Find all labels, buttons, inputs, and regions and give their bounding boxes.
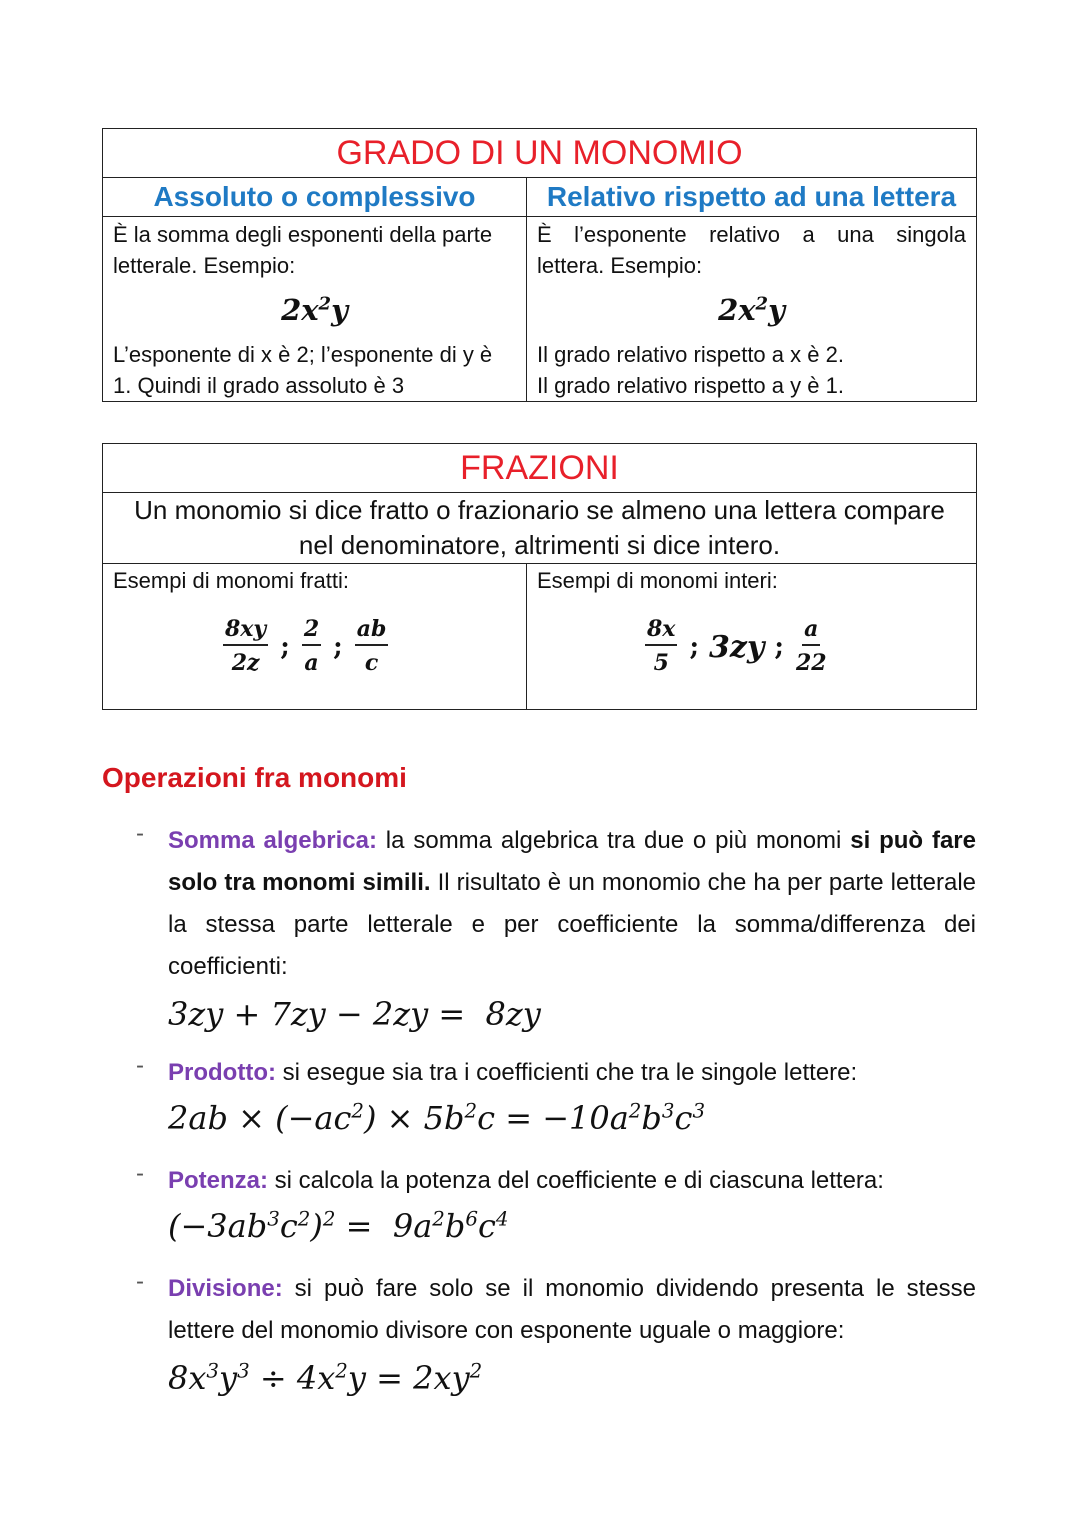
fratti-examples: $\frac{8xy}{2z}$ ; $\frac{2}{a}$ ; $\frac{ab}{c}$ [103,597,526,697]
fratti-frac-1: $\frac{8xy}{2z}$ [225,616,267,676]
bullet-dash: - [136,1052,144,1079]
bullet-dash: - [136,1160,144,1187]
divisione-formula: $8x^3y^3 \div 4x^2y = 2xy^2$ [168,1359,483,1397]
assoluto-note-1: L’esponente di x è 2; l’esponente di y è [113,342,493,367]
assoluto-example: $2x^2y$ [281,293,348,327]
relativo-note-1: Il grado relativo rispetto a x è 2. [537,342,844,367]
bullet-dash: - [136,820,144,847]
assoluto-def-2: letterale. Esempio: [113,253,296,278]
frazioni-desc-1: Un monomio si dice fratto o frazionario se almeno una lettera compare [134,495,945,525]
assoluto-def-1: È la somma degli esponenti della parte [113,222,493,247]
somma-formula: 3zy + 7zy − 2zy = 8zy [168,995,541,1033]
grado-content-row [103,216,976,401]
frazioni-table [102,443,977,710]
relativo-heading: Relativo rispetto ad una lettera [546,181,957,212]
grado-table [102,128,977,402]
potenza-formula: $(-3ab^3c^2)^2 = 9a^2b^6c^4$ [168,1207,509,1245]
divisione-label: Divisione: [168,1275,283,1302]
prodotto-item: Prodotto: si esegue sia tra i coefficienti che tra le singole lettere: [168,1059,858,1086]
somma-label: Somma algebrica: [168,827,377,854]
assoluto-heading: Assoluto o complessivo [153,181,476,212]
frazioni-desc-2: nel denominatore, altrimenti si dice intero. [298,530,781,560]
relativo-def-2: lettera. Esempio: [537,253,703,278]
operazioni-title: Operazioni fra monomi [102,762,407,793]
relativo-def-1: È l’esponente relativo a una singola [537,222,966,247]
grado-title: GRADO DI UN MONOMIO [336,134,743,172]
potenza-label: Potenza: [168,1167,269,1194]
fratti-cell [103,564,527,709]
grado-title-row [103,129,976,177]
interi-cell [527,564,976,709]
prodotto-label: Prodotto: [168,1059,276,1086]
potenza-item: Potenza: si calcola la potenza del coefficiente e di ciascuna lettera: [168,1167,884,1194]
grado-header-row [103,177,976,216]
relativo-note-2: Il grado relativo rispetto a y è 1. [537,373,844,398]
fratti-frac-3: $\frac{ab}{c}$ [356,616,387,676]
frazioni-title: FRAZIONI [460,449,619,487]
prodotto-formula: $2ab \times (-ac^2) \times 5b^2c = -10a^2b^3c^3$ [168,1099,706,1137]
interi-frac-1: $\frac{8x}{5}$ [647,616,676,676]
somma-item: Somma algebrica: la somma algebrica tra due o più monomi si può fare solo tra monomi simili. Il risultato è un monomio che ha per parte letterale la stessa parte letterale e per coefficiente la somma/differenza dei coefficienti: [168,827,976,980]
relativo-cell [527,217,976,401]
interi-frac-2: $\frac{a}{22}$ [796,616,827,676]
assoluto-note-2: 1. Quindi il grado assoluto è 3 [113,373,405,398]
fratti-frac-2: $\frac{2}{a}$ [303,616,320,676]
interi-label: Esempi di monomi interi: [537,568,778,593]
bullet-dash: - [136,1268,144,1295]
fratti-label: Esempi di monomi fratti: [113,568,349,593]
interi-monomio: 3zy [709,629,765,665]
interi-examples: $\frac{8x}{5}$ ; 3zy ; $\frac{a}{22}$ [527,597,976,697]
divisione-item: Divisione: si può fare solo se il monomio dividendo presenta le stesse lettere del monomio divisore con esponente uguale o maggiore: [168,1275,976,1344]
assoluto-cell [103,217,527,401]
relativo-example: $2x^2y$ [718,293,785,327]
